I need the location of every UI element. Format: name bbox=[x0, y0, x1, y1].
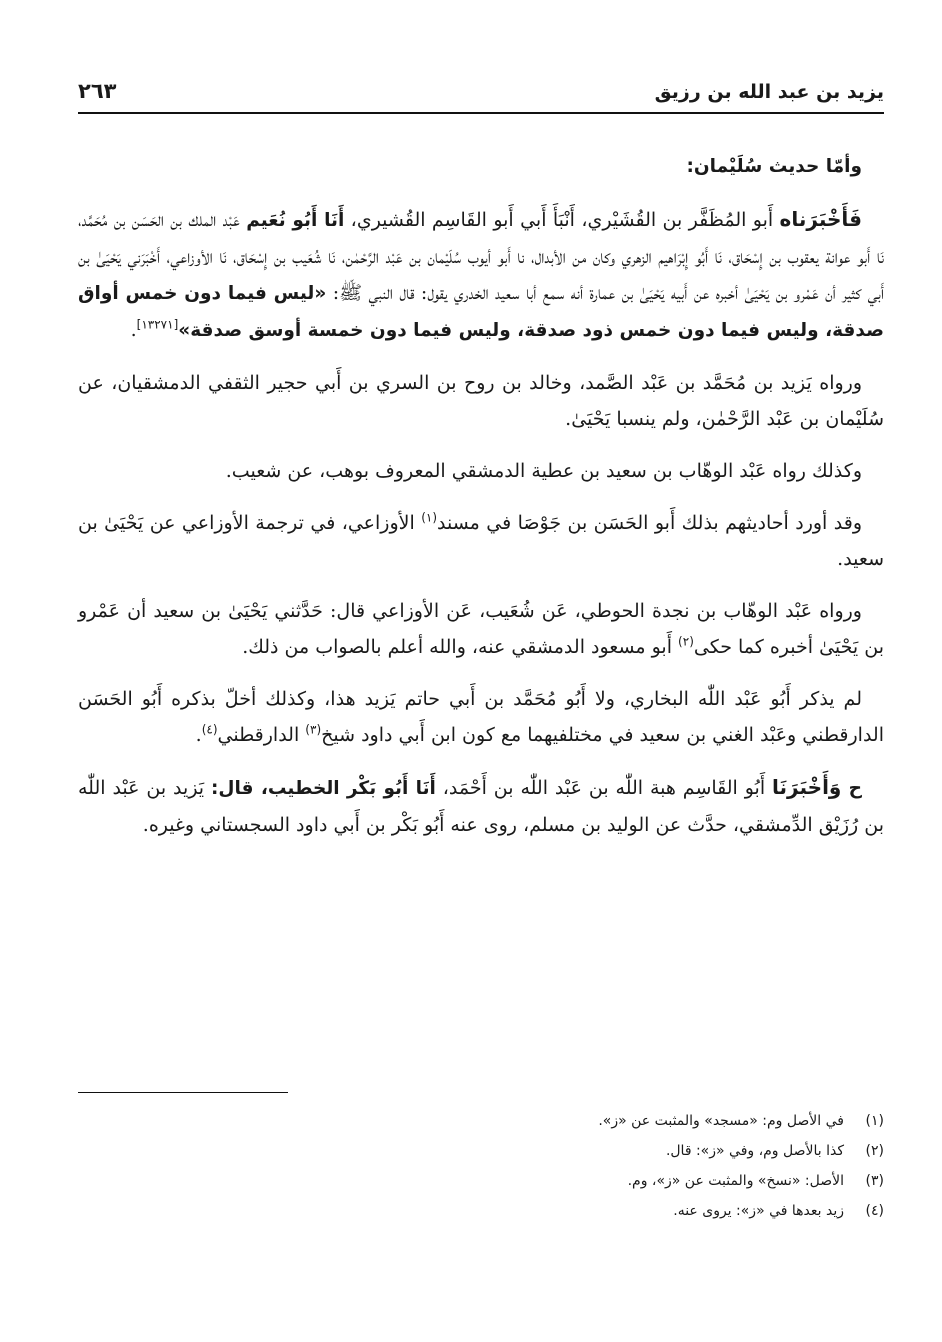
paragraph-6 bbox=[78, 593, 884, 665]
paragraph-2: فَأَخْبَرَناه أَبو المُظَفَّر بن القُشَيْري، أَنْبَأَ أَبي أَبو القَاسِم القُشيري، أَنَا أَبُو نُعَيم عَبْد الملك بن الحَسَن بن مُحَمَّد، نَا أَبو عوانة يعقوب بن إِسْحَاق، نَا أَبُو إِبْرَاهيم الزهري وكان من الأبدال، نا أَبو أيوب سُلَيْمان بن عَبْد الرَّحْمٰن، نَا شُعَيب بن إِسْحَاق، نَا الأوزاعي، أَخْبَرَني يَحْيَىٰ بن أَبي كثير أن عَمْرو بن يَحْيَىٰ أخبره عن أَبيه يَحْيَىٰ بن عمارة أنه سمع أبا سعيد الخدري يقول: قال النبي ﷺ: «ليس فيما دون خمس أواق صدقة، وليس فيما دون خمس ذود صدقة، وليس فيما دون خمسة أوسق صدقة»[١٣٢٧١]. bbox=[78, 207, 884, 341]
footnote-number: (٣) bbox=[865, 1173, 884, 1189]
header-rule bbox=[78, 112, 884, 114]
paragraph-5 bbox=[78, 505, 884, 577]
footnote-number: (٤) bbox=[865, 1203, 884, 1219]
hadith-reference: [١٣٢٧١] bbox=[136, 317, 179, 332]
paragraph-3: ورواه يَزيد بن مُحَمَّد بن عَبْد الصَّمد، وخالد بن روح بن السري بن أَبي حجير الثقفي الدمشقيان، عن سُلَيْمان بن عَبْد الرَّحْمٰن، ولم ينسبا يَحْيَىٰ. bbox=[78, 372, 884, 430]
paragraph-8-text-b: يَزيد بن عَبْد اللّٰه بن رُزَيْق الدِّمشقي، حدَّث عن الوليد بن مسلم، روى عنه أَبُو بَكْر بن أَبي داود السجستاني وغيره. bbox=[78, 777, 884, 836]
book-page bbox=[78, 60, 884, 1300]
footnote-marker-4: (٤) bbox=[201, 722, 218, 737]
paragraph-5-text-b: الأوزاعي، في ترجمة الأوزاعي عن يَحْيَىٰ بن سعيد. bbox=[78, 512, 884, 570]
paragraph-7-text-b: الدارقطني bbox=[217, 724, 306, 746]
paragraph-8-bold: أَنَا أَبُو بَكْر الخطيب، قال: bbox=[211, 778, 436, 799]
paragraph-6-text-a: ورواه عَبْد الوهّاب بن نجدة الحوطي، عَن شُعَيب، عَن الأوزاعي قال: حَدَّثني يَحْيَىٰ بن سعيد أن عَمْرو بن يَحْيَىٰ أخبره كما حكى bbox=[78, 600, 884, 658]
paragraph-5-text-a: وقد أورد أحاديثهم بذلك أَبو الحَسَن بن جَوْصَا في مسند bbox=[437, 512, 862, 534]
footnote-separator bbox=[78, 1092, 288, 1093]
footnote-item bbox=[78, 1136, 884, 1166]
paragraph-4: وكذلك رواه عَبْد الوهّاب بن سعيد بن عطية الدمشقي المعروف بوهب، عن شعيب. bbox=[225, 460, 862, 482]
footnote-item bbox=[78, 1196, 884, 1226]
paragraph-8-text-a: أَبُو القَاسِم هبة اللّٰه بن عَبْد اللّٰه بن أَحْمَد، bbox=[435, 777, 773, 799]
paragraph-7-text-a: لم يذكر أَبُو عَبْد اللّٰه البخاري، ولا أَبُو مُحَمَّد بن أَبي حاتم يَزيد هذا، وكذلك أخلّ بذكره أَبُو الحَسَن الدارقطني وعَبْد الغني بن سعيد في مختلفيهما مع كون ابن أَبي داود شيخ bbox=[78, 688, 884, 746]
paragraph-2-text-a: أَبو المُظَفَّر بن القُشَيْري، أَنْبَأَ أَبي أَبو القَاسِم القُشيري، bbox=[344, 209, 780, 231]
footnotes bbox=[78, 1106, 884, 1226]
footnote-item bbox=[78, 1106, 884, 1136]
running-title: يزيد بن عبد الله بن رزيق bbox=[654, 81, 884, 103]
tahwil-marker: ح bbox=[841, 778, 862, 799]
footnote-marker-3: (٣) bbox=[305, 722, 322, 737]
paragraph-2-text-b: عَبْد الملك بن الحَسَن بن مُحَمَّد، نَا أَبو عوانة يعقوب بن إِسْحَاق، نَا أَبُو إِبْرَاهيم الزهري وكان من الأبدال، نا أَبو أيوب سُلَيْمان بن عَبْد الرَّحْمٰن، نَا شُعَيب بن إِسْحَاق، نَا الأوزاعي، أَخْبَرَني يَحْيَىٰ بن أَبي كثير أن عَمْرو بن يَحْيَىٰ أخبره عن أَبيه يَحْيَىٰ بن عمارة أنه سمع أبا سعيد الخدري يقول: قال النبي ﷺ: bbox=[78, 209, 884, 304]
footnote-text: في الأصل وم: «مسجد» والمثبت عن «ز». bbox=[598, 1113, 844, 1129]
isnad-lead-word: فَأَخْبَرَناه bbox=[779, 207, 862, 231]
paragraph-2-bold-a: أَنَا أَبُو نُعَيم bbox=[246, 210, 345, 231]
page-number: ٢٦٣ bbox=[78, 79, 117, 103]
isnad-lead-word-2: وَأَخْبَرَنَا bbox=[772, 775, 842, 799]
footnote-number: (١) bbox=[865, 1113, 884, 1129]
section-heading: وأمّا حديث سُلَيْمان: bbox=[686, 156, 862, 177]
running-header bbox=[78, 60, 884, 102]
footnote-text: زيد بعدها في «ز»: يروى عنه. bbox=[673, 1203, 844, 1219]
paragraph-1 bbox=[78, 148, 884, 185]
footnote-marker-1: (١) bbox=[421, 510, 438, 525]
paragraph-7 bbox=[78, 681, 884, 753]
paragraph-7-text-c: . bbox=[195, 724, 202, 746]
footnote-number: (٢) bbox=[865, 1143, 884, 1159]
main-text bbox=[78, 148, 884, 843]
footnote-text: الأصل: «نسخ» والمثبت عن «ز»، وم. bbox=[627, 1173, 844, 1189]
paragraph-6-text-b: أَبو مسعود الدمشقي عنه، والله أعلم بالصواب من ذلك. bbox=[242, 636, 679, 658]
footnote-item bbox=[78, 1166, 884, 1196]
paragraph-8 bbox=[78, 769, 884, 843]
hadith-quote: «ليس فيما دون خمس أواق صدقة، وليس فيما دون خمس ذود صدقة، وليس فيما دون خمسة أوسق صدقة» bbox=[78, 283, 884, 341]
footnote-marker-2: (٢) bbox=[678, 634, 694, 649]
footnote-text: كذا بالأصل وم، وفي «ز»: قال. bbox=[665, 1143, 844, 1159]
